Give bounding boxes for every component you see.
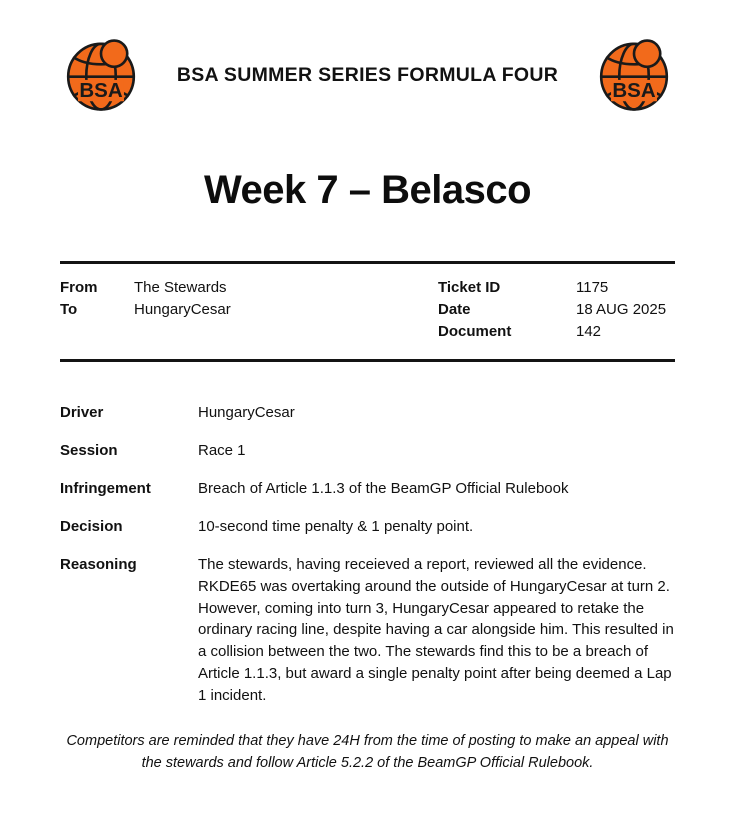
field-infringement (60, 478, 675, 500)
field-value-infringement: Breach of Article 1.1.3 of the BeamGP Official Rulebook (198, 480, 569, 497)
meta-label-from: From (60, 279, 98, 296)
bsa-logo-right (593, 34, 675, 116)
meta-left-values (134, 277, 231, 343)
page-title: Week 7 – Belasco (203, 168, 532, 212)
field-value-driver: HungaryCesar (198, 404, 295, 421)
meta-label-ticket-id: Ticket ID (438, 279, 501, 296)
meta-label-document: Document (438, 323, 512, 340)
meta-right-labels (438, 277, 576, 343)
field-label-driver: Driver (60, 404, 104, 421)
svg-text:BSA: BSA (79, 79, 123, 103)
decision-fields (60, 402, 675, 707)
meta-value-date: 18 AUG 2025 (576, 301, 667, 318)
meta-right-values (576, 277, 666, 343)
appeal-notice: Competitors are reminded that they have 24H from the time of posting to make an appeal with the stewards and follow Article 5.2.2 of the BeamGP Official Rulebook. (66, 733, 669, 771)
meta-value-document: 142 (576, 323, 602, 340)
meta-column-right (438, 277, 675, 343)
field-decision (60, 516, 675, 538)
meta-value-from: The Stewards (134, 279, 227, 296)
meta-left-labels (60, 277, 134, 343)
document-meta (60, 261, 675, 362)
series-title: BSA SUMMER SERIES FORMULA FOUR (176, 63, 559, 86)
field-driver (60, 402, 675, 424)
field-label-infringement: Infringement (60, 480, 151, 497)
field-reasoning (60, 554, 675, 707)
meta-label-date: Date (438, 301, 471, 318)
document-header (60, 0, 675, 116)
meta-column-left (60, 277, 438, 343)
meta-label-to: To (60, 301, 78, 318)
svg-text:BSA: BSA (612, 79, 656, 103)
field-label-reasoning: Reasoning (60, 556, 137, 573)
bsa-logo-left (60, 34, 142, 116)
field-session (60, 440, 675, 462)
field-label-decision: Decision (60, 518, 123, 535)
field-value-decision: 10-second time penalty & 1 penalty point. (198, 518, 474, 535)
meta-value-ticket-id: 1175 (576, 279, 609, 296)
field-value-session: Race 1 (198, 442, 246, 459)
meta-value-to: HungaryCesar (134, 301, 231, 318)
field-label-session: Session (60, 442, 118, 459)
field-value-reasoning: The stewards, having receieved a report, reviewed all the evidence. RKDE65 was overtaking around the outside of HungaryCesar at turn 2. However, coming into turn 3, HungaryCesar appeared to retake the ordinary racing line, despite having a car alongside him. This resulted in a collision between the two. The stewards find this to be a breach of Article 1.1.3, but award a single penalty point after being deemed a Lap 1 incident. (198, 556, 674, 704)
